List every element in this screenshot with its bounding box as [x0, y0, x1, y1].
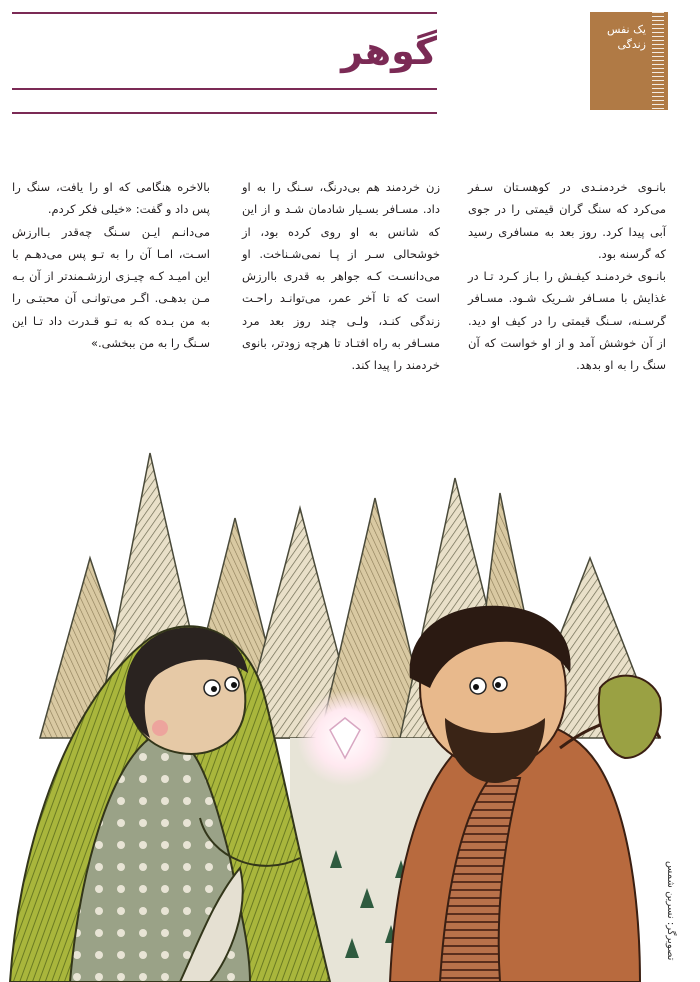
- text-column-3: [12, 176, 210, 354]
- illustrator-credit: تصویرگر: نسرین شمس: [665, 860, 676, 960]
- section-badge: [590, 12, 668, 110]
- paragraph: بانـوی خردمنـد کیفـش را بـاز کـرد تـا در غذایش با مسـافر شـریک شـود. مسـافر گرسـنه، سـنگ قیمتی را در کیف او دید. از آن خوشش آمد و از او خواست که آن سنگ را به او بدهد.: [468, 269, 666, 373]
- glowing-gem: [297, 690, 393, 786]
- story-illustration: [0, 438, 700, 982]
- text-column-2: [242, 176, 440, 377]
- header-rule-bottom: [12, 112, 437, 114]
- paragraph: زن خردمند هم بی‌درنگ، سـنگ را به او داد. مسـافر بسـیار شادمان شـد و از این که شانس به او روی کرده بود، از خوشحالی سـر از پـا نمی‌شـناخت. او می‌دانسـت کـه جواهر به قدری باارزش است که تا آخر عمر، می‌توانـد راحـت زندگی کنـد، ولـی چند روز بعد مرد مسـافر به راه افتـاد تا هرچه زودتر، بانوی خردمند را پیدا کند.: [242, 180, 440, 373]
- header-rule-middle: [12, 88, 437, 90]
- page-title: گوهر: [341, 29, 437, 73]
- paragraph: بانـوی خردمنـدی در کوهسـتان سـفر می‌کرد که سنگ گران قیمتی را در جوی آبی پیدا کرد. روز بعد به مسافری رسید که گرسنه بود.: [468, 180, 666, 261]
- badge-stripes-decoration: [652, 12, 664, 110]
- header-rule-top: [12, 12, 437, 14]
- section-badge-label: یک نفس زندگی: [606, 23, 646, 51]
- illustration-svg: [0, 438, 700, 982]
- paragraph: بالاخره هنگامی که او را یافت، سنگ را پس داد و گفت: «خیلی فکر کردم.: [12, 180, 210, 217]
- paragraph: می‌دانـم ایـن سـنگ چه‌قدر بـاارزش اسـت، امـا آن را به تـو پس می‌دهـم با این امیـد کـه چیـزی ارزشـمندتر از آن بـه مـن بدهـی. اگـر می‌توانـی آن محبتـی را به من بـده که به تـو قـدرت داد تـا این سـنگ را به من ببخشی.»: [12, 224, 210, 351]
- text-column-1: [468, 176, 666, 377]
